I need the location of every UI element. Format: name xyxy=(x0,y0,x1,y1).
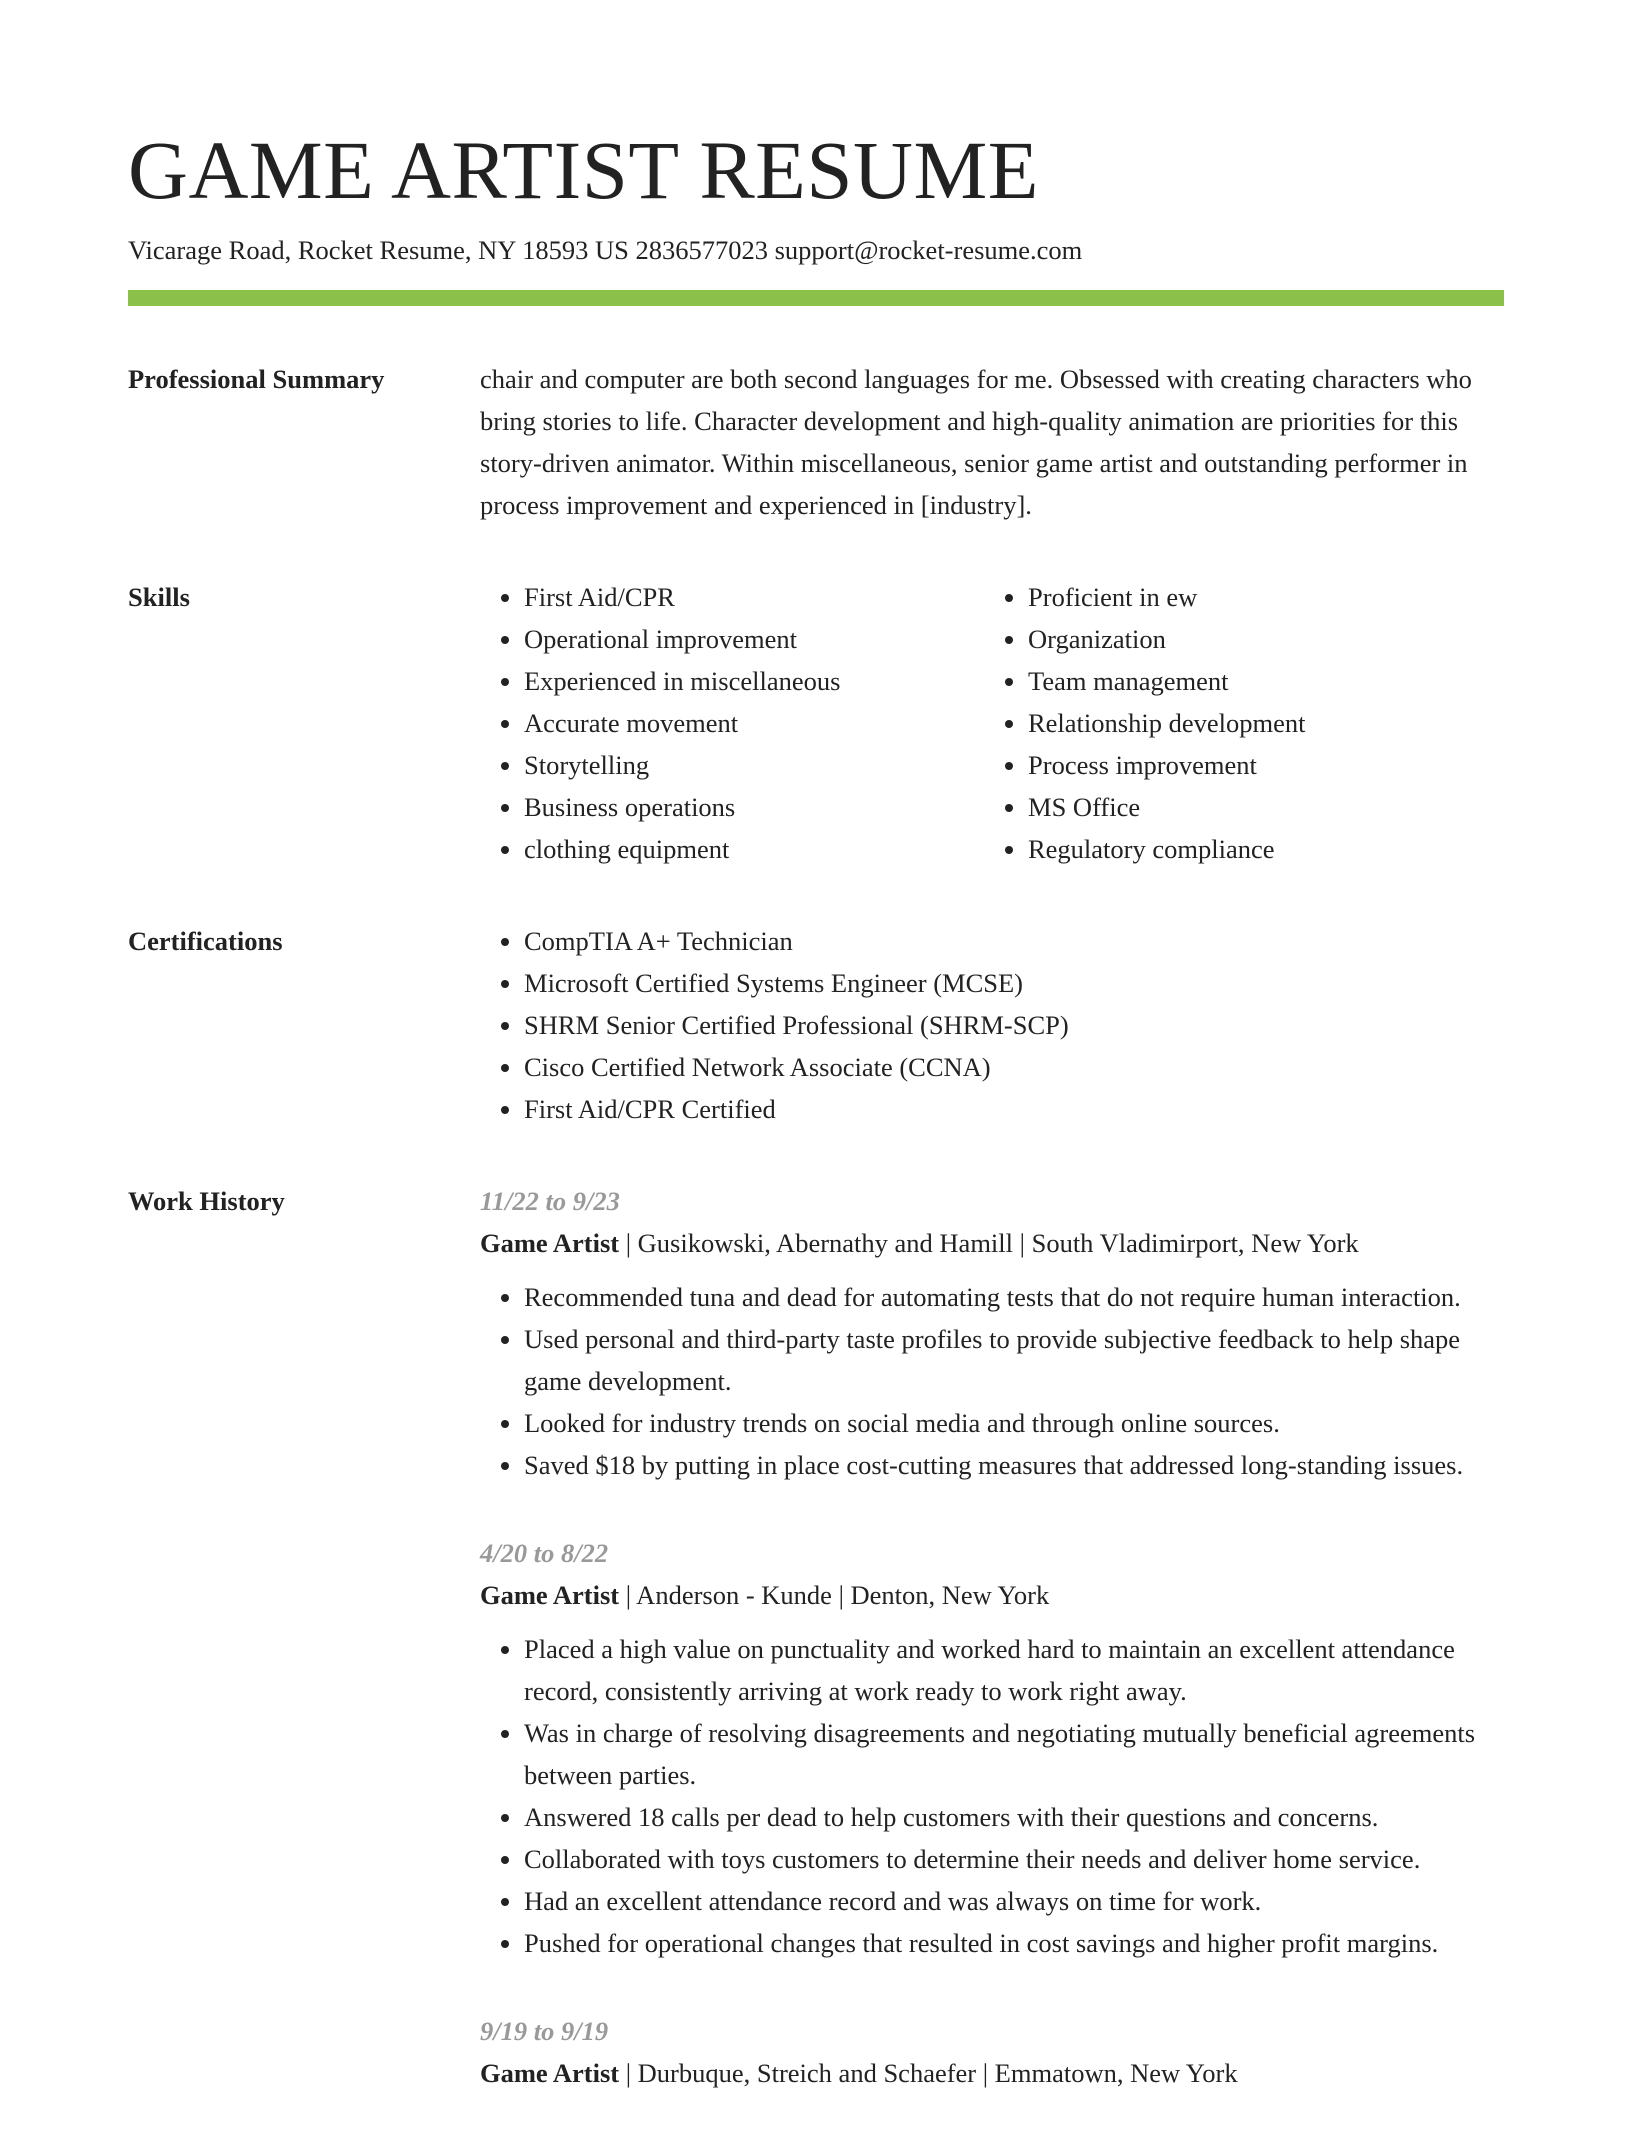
job-entry xyxy=(480,1532,1504,1964)
skill-item: • Relationship development xyxy=(1028,702,1488,744)
skill-item: • Regulatory compliance xyxy=(1028,828,1488,870)
job-dates: 4/20 to 8/22 xyxy=(480,1538,609,1568)
certification-item: • CompTIA A+ Technician xyxy=(524,920,1504,962)
job-role: Game Artist xyxy=(480,1228,620,1258)
job-bullet: • Looked for industry trends on social media and through online sources. xyxy=(524,1402,1504,1444)
skills-column-2 xyxy=(984,576,1488,870)
job-bullet: • Recommended tuna and dead for automating tests that do not require human interaction. xyxy=(524,1276,1504,1318)
job-bullet: • Was in charge of resolving disagreements and negotiating mutually beneficial agreements between parties. xyxy=(524,1712,1504,1796)
job-dates: 11/22 to 9/23 xyxy=(480,1186,620,1216)
job-title-line xyxy=(480,2052,1504,2094)
skill-item: • Experienced in miscellaneous xyxy=(524,660,984,702)
job-entry xyxy=(480,2010,1504,2094)
accent-divider xyxy=(128,290,1504,306)
skill-item: • Storytelling xyxy=(524,744,984,786)
skill-item: • Process improvement xyxy=(1028,744,1488,786)
job-bullet: • Answered 18 calls per dead to help customers with their questions and concerns. xyxy=(524,1796,1504,1838)
job-bullet: • Used personal and third-party taste profiles to provide subjective feedback to help shape game development. xyxy=(524,1318,1504,1402)
skill-item: • Team management xyxy=(1028,660,1488,702)
job-dates: 9/19 to 9/19 xyxy=(480,2016,609,2046)
job-role: Game Artist xyxy=(480,2058,620,2088)
skill-item: • Operational improvement xyxy=(524,618,984,660)
section-label-certifications: Certifications xyxy=(128,926,283,956)
skill-item: • Proficient in ew xyxy=(1028,576,1488,618)
skills-body xyxy=(480,576,1504,870)
certification-item: • SHRM Senior Certified Professional (SHRM-SCP) xyxy=(524,1004,1504,1046)
job-bullet: • Placed a high value on punctuality and worked hard to maintain an excellent attendance record, consistently arriving at work ready to work right away. xyxy=(524,1628,1504,1712)
skill-item: • First Aid/CPR xyxy=(524,576,984,618)
job-bullets xyxy=(480,1628,1504,1964)
section-label-work-history: Work History xyxy=(128,1186,285,1216)
work-history-body xyxy=(480,1180,1504,2140)
job-bullet: • Saved $18 by putting in place cost-cutting measures that addressed long-standing issues. xyxy=(524,1444,1504,1486)
skill-item: • Business operations xyxy=(524,786,984,828)
job-bullet: • Pushed for operational changes that resulted in cost savings and higher profit margins. xyxy=(524,1922,1504,1964)
certification-item: • Cisco Certified Network Associate (CCNA) xyxy=(524,1046,1504,1088)
certification-item: • First Aid/CPR Certified xyxy=(524,1088,1504,1130)
summary-text: chair and computer are both second languages for me. Obsessed with creating characters who bring stories to life. Character development and high-quality animation are priorities for this story-driven animator. Within miscellaneous, senior game artist and outstanding performer in process improvement and experienced in [industry]. xyxy=(480,364,1472,520)
skill-item: • clothing equipment xyxy=(524,828,984,870)
job-bullet: • Collaborated with toys customers to determine their needs and deliver home service. xyxy=(524,1838,1504,1880)
job-details: | Gusikowski, Abernathy and Hamill | South Vladimirport, New York xyxy=(619,1228,1359,1258)
job-bullet: • Had an excellent attendance record and was always on time for work. xyxy=(524,1880,1504,1922)
certification-item: • Microsoft Certified Systems Engineer (MCSE) xyxy=(524,962,1504,1004)
certifications-list xyxy=(480,920,1504,1130)
job-entry xyxy=(480,1180,1504,1486)
work-history-section xyxy=(128,1180,1504,2140)
job-role: Game Artist xyxy=(480,1580,620,1610)
skills-column-1 xyxy=(480,576,984,870)
section-label-summary: Professional Summary xyxy=(128,364,385,394)
certifications-section xyxy=(128,920,1504,1130)
section-label-skills: Skills xyxy=(128,582,190,612)
skill-item: • Organization xyxy=(1028,618,1488,660)
resume-title: GAME ARTIST RESUME xyxy=(128,124,1039,216)
summary-section xyxy=(128,358,1504,526)
contact-line: Vicarage Road, Rocket Resume, NY 18593 US 2836577023 support@rocket-resume.com xyxy=(128,235,1083,265)
skill-item: • MS Office xyxy=(1028,786,1488,828)
summary-body xyxy=(480,358,1504,526)
job-title-line xyxy=(480,1574,1504,1616)
skills-section xyxy=(128,576,1504,870)
certifications-body xyxy=(480,920,1504,1130)
job-title-line xyxy=(480,1222,1504,1264)
job-details: | Durbuque, Streich and Schaefer | Emmatown, New York xyxy=(619,2058,1238,2088)
skill-item: • Accurate movement xyxy=(524,702,984,744)
job-bullets xyxy=(480,1276,1504,1486)
job-details: | Anderson - Kunde | Denton, New York xyxy=(619,1580,1050,1610)
